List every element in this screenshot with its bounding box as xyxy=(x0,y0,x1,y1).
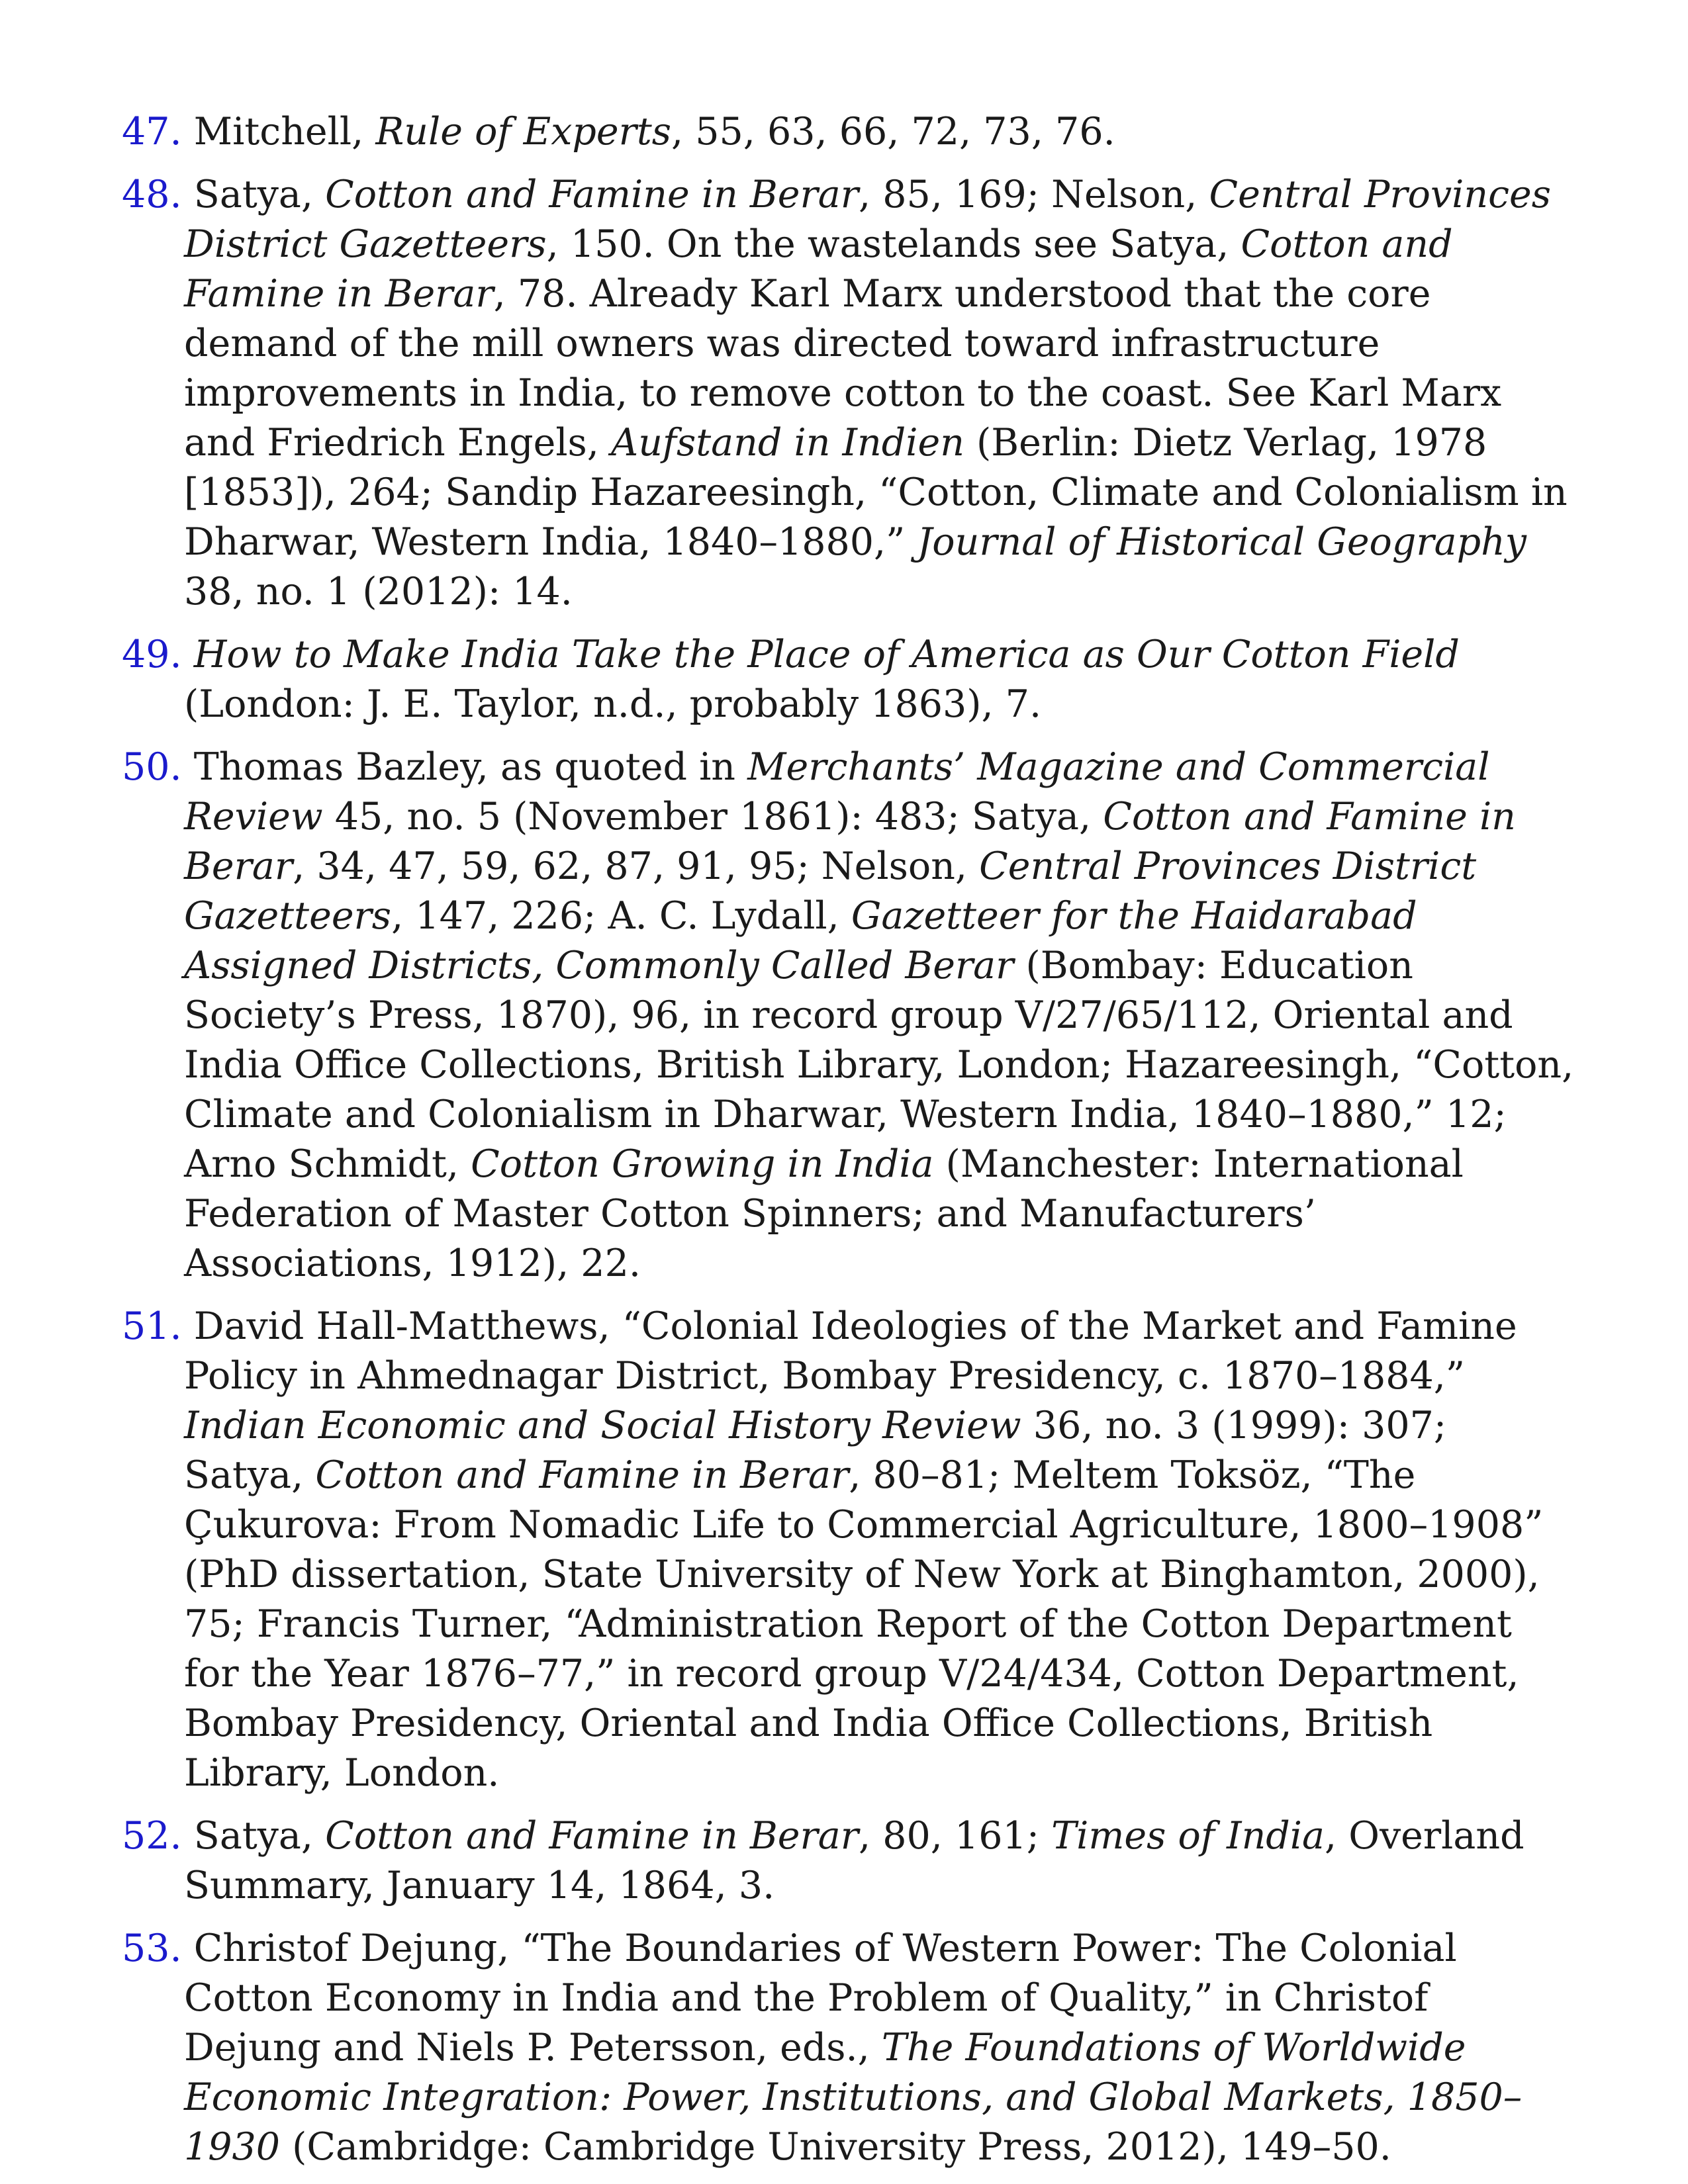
endnote-title: Cotton and Famine in Berar xyxy=(315,1453,849,1497)
endnote-text: , 80–81; Meltem Toksöz, “The Çukurova: From Nomadic Life to Commercial Agriculture, 1800–1908” (PhD dissertation, State University of New York at Binghamton, 2000), 75; Francis Turner, “Administration Report of the Cotton Department for the Year 1876–77,” in record group V/24/434, Cotton Department, Bombay Presidency, Oriental and India Office Collections, British Library, London. xyxy=(184,1453,1544,1795)
endnote xyxy=(122,743,1575,1289)
endnote-title: Indian Economic and Social History Review xyxy=(184,1404,1021,1447)
endnote-title: Merchants’ Magazine and Commercial Review xyxy=(184,745,1490,839)
endnote-title: Journal of Historical Geography xyxy=(917,520,1526,564)
endnote-text: David Hall-Matthews, “Colonial Ideologies of the Market and Famine Policy in Ahmednagar District, Bombay Presidency, c. 1870–1884,” xyxy=(184,1304,1517,1398)
endnote xyxy=(122,107,1575,157)
endnote-text: Satya, xyxy=(193,173,326,216)
endnote-text: , 147, 226; A. C. Lydall, xyxy=(391,894,851,938)
endnote xyxy=(122,1302,1575,1798)
endnote-title: Cotton and Famine in Berar xyxy=(184,795,1516,888)
endnote-text: , 150. On the wastelands see Satya, xyxy=(546,222,1241,266)
endnote xyxy=(122,1811,1575,1911)
endnote-text: (London: J. E. Taylor, n.d., probably 1863), 7. xyxy=(184,682,1042,726)
endnote-text: (Berlin: Dietz Verlag, 1978 [1853]), 264; Sandip Hazareesingh, “Cotton, Climate and Colonialism in Dharwar, Western India, 1840–1880,” xyxy=(184,421,1568,564)
endnote-text: (Bombay: Education Society’s Press, 1870), 96, in record group V/27/65/112, Oriental and India Office Collections, British Library, London; Hazareesingh, “Cotton, Climate and Colonialism in Dharwar, Western India, 1840–1880,” 12; Arno Schmidt, xyxy=(184,944,1574,1186)
endnote-text: 36, no. 3 (1999): 307; Satya, xyxy=(184,1404,1447,1497)
endnote-title: Cotton and Famine in Berar xyxy=(325,1814,859,1858)
endnote xyxy=(122,170,1575,617)
endnote-text: , 55, 63, 66, 72, 73, 76. xyxy=(671,110,1115,154)
endnote-title: Gazetteer for the Haidarabad Assigned Districts, Commonly Called Berar xyxy=(184,894,1417,987)
endnotes-list xyxy=(122,107,1575,2172)
endnote-title: Central Provinces District Gazetteers xyxy=(184,173,1551,266)
endnote-text: Satya, xyxy=(193,1814,326,1858)
endnote-text: 45, no. 5 (November 1861): 483; Satya, xyxy=(322,795,1103,839)
endnote-title: Cotton and Famine in Berar xyxy=(184,222,1453,316)
endnote-text: Thomas Bazley, as quoted in xyxy=(193,745,748,789)
endnote-title: Central Provinces District Gazetteers xyxy=(184,844,1477,938)
endnote-title: Cotton Growing in India xyxy=(471,1142,934,1186)
endnote-text: (Manchester: International Federation of Master Cotton Spinners; and Manufacturers’ Associations, 1912), 22. xyxy=(184,1142,1464,1285)
endnote-title: Cotton and Famine in Berar xyxy=(325,173,859,216)
endnote-number-link[interactable]: 47. xyxy=(122,110,182,154)
endnote-title: The Foundations of Worldwide Economic Integration: Power, Institutions, and Global Markets, 1850–1930 xyxy=(184,2026,1523,2169)
endnote xyxy=(122,630,1575,729)
endnote-number-link[interactable]: 53. xyxy=(122,1927,182,1970)
endnote-number-link[interactable]: 52. xyxy=(122,1814,182,1858)
endnote-text: (Cambridge: Cambridge University Press, 2012), 149–50. xyxy=(280,2125,1391,2169)
endnote-number-link[interactable]: 50. xyxy=(122,745,182,789)
endnote-title: Rule of Experts xyxy=(375,110,671,154)
endnote-text: , Overland Summary, January 14, 1864, 3. xyxy=(184,1814,1524,1907)
endnote-text: , 85, 169; Nelson, xyxy=(859,173,1209,216)
endnote-number-link[interactable]: 51. xyxy=(122,1304,182,1348)
endnote-text: Mitchell, xyxy=(193,110,376,154)
endnote-text: Christof Dejung, “The Boundaries of Western Power: The Colonial Cotton Economy in India and the Problem of Quality,” in Christof Dejung and Niels P. Petersson, eds., xyxy=(184,1927,1457,2070)
endnote-text: , 78. Already Karl Marx understood that the core demand of the mill owners was directed toward infrastructure improvements in India, to remove cotton to the coast. See Karl Marx and Friedrich Engels, xyxy=(184,272,1502,465)
endnote-number-link[interactable]: 48. xyxy=(122,173,182,216)
endnote xyxy=(122,1924,1575,2172)
endnote-title: How to Make India Take the Place of America as Our Cotton Field xyxy=(193,633,1460,676)
endnote-text: , 80, 161; xyxy=(859,1814,1052,1858)
endnote-title: Times of India xyxy=(1051,1814,1325,1858)
endnote-number-link[interactable]: 49. xyxy=(122,633,182,676)
endnote-title: Aufstand in Indien xyxy=(611,421,964,465)
endnote-text: , 34, 47, 59, 62, 87, 91, 95; Nelson, xyxy=(293,844,980,888)
endnote-text: 38, no. 1 (2012): 14. xyxy=(184,570,573,614)
